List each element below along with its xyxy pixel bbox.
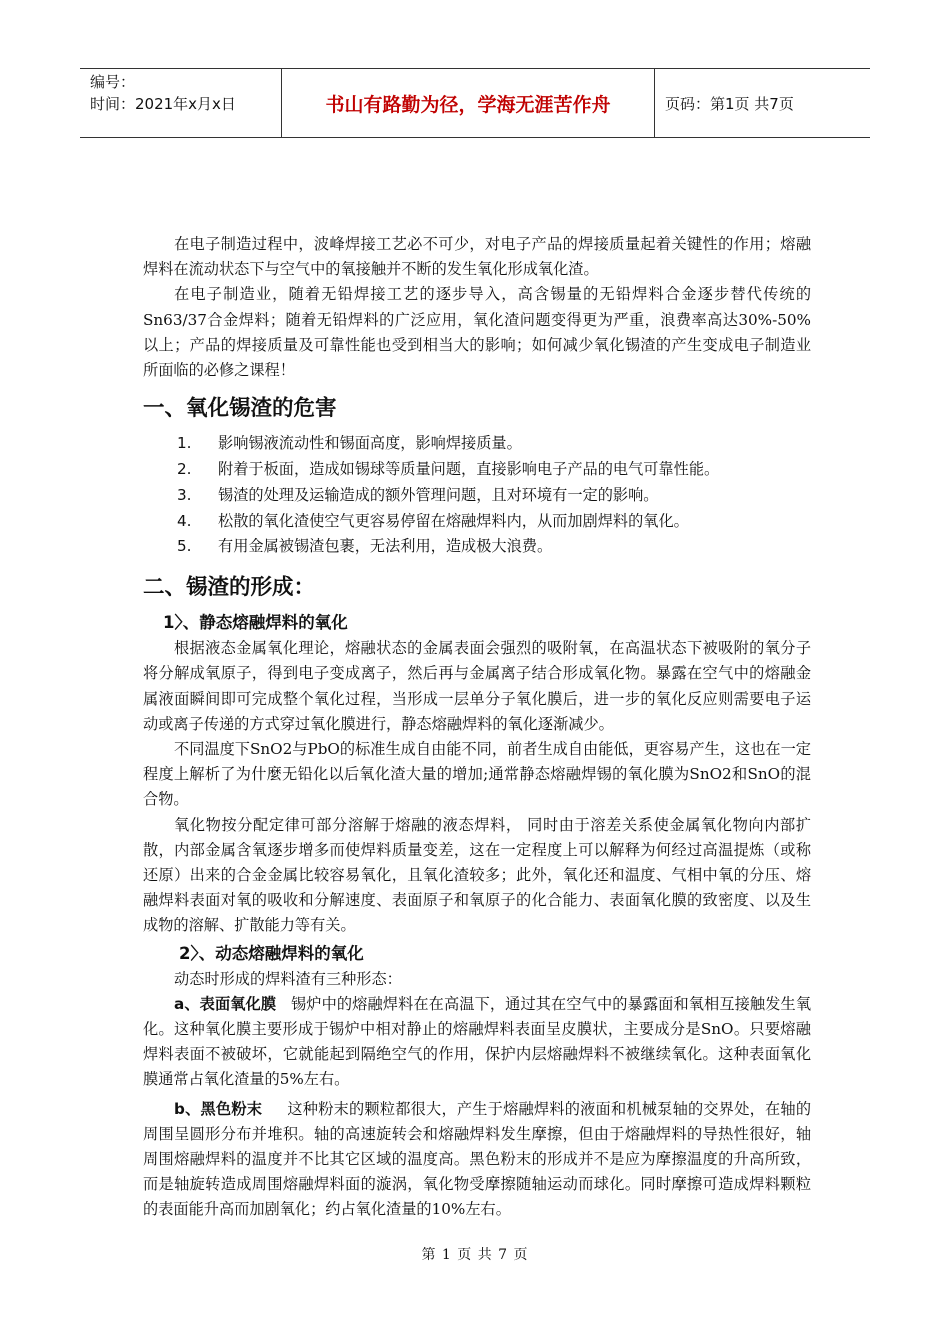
static-oxidation-paragraph-2: 不同温度下SnO2与PbO的标准生成自由能不同，前者生成自由能低，更容易产生，这也在一定程度上解析了为什麼无铅化以后氧化渣大量的增加;通常静态熔融焊锡的氧化膜为SnO2和SnO的混合物。	[143, 740, 811, 809]
list-item: 3. 锡渣的处理及运输造成的额外管理问题，且对环境有一定的影响。	[177, 485, 659, 504]
document-number-label: 编号：	[90, 73, 136, 91]
static-oxidation-paragraph-3: 氧化物按分配定律可部分溶解于熔融的液态焊料， 同时由于溶差关系使金属氧化物向内部扩散，内部金属含氧逐步增多而使焊料质量变差，这在一定程度上可以解释为何经过高温提炼（或称还原）出来的合金金属比较容易氧化，且氧化渣较多；此外，氧化还和温度、气相中氧的分压、熔融焊料表面对氧的吸收和分解速度、表面原子和氧原子的化合能力、表面氧化膜的致密度、以及生成物的溶解、扩散能力等有关。	[143, 815, 811, 935]
subsection-1-heading: 1〉、静态熔融焊料的氧化	[163, 613, 348, 633]
subsection-2-heading: 2〉、动态熔融焊料的氧化	[179, 943, 364, 963]
intro-paragraph-1: 在电子制造过程中，波峰焊接工艺必不可少，对电子产品的焊接质量起着关键性的作用；熔融焊料在流动状态下与空气中的氧接触并不断的发生氧化形成氧化渣。	[143, 235, 811, 279]
list-item: 2. 附着于板面，造成如锡球等质量问题，直接影响电子产品的电气可靠性能。	[177, 460, 720, 479]
page-header	[80, 68, 870, 138]
surface-oxide-text: 锡炉中的熔融焊料在在高温下，通过其在空气中的暴露面和氧相互接触发生氧化。这种氧化膜主要形成于锡炉中相对静止的熔融焊料表面呈皮膜状，主要成分是SnO。只要熔融焊料表面不被破坏，它就能起到隔绝空气的作用，保护内层熔融焊料不被继续氧化。这种表面氧化膜通常占氧化渣量的5%左右。	[143, 994, 812, 1089]
list-item: 5. 有用金属被锡渣包裹，无法利用，造成极大浪费。	[177, 537, 553, 556]
intro-paragraph-2: 在电子制造业，随着无铅焊接工艺的逐步导入，高含锡量的无铅焊料合金逐步替代传统的Sn63/37合金焊料；随着无铅焊料的广泛应用，氧化渣问题变得更为严重，浪费率高达30%-50%以上；产品的焊接质量及可靠性能也受到相当大的影响；如何减少氧化锡渣的产生变成电子制造业所面临的必修之课程！	[143, 285, 811, 380]
black-powder-label: b、黑色粉末	[174, 1099, 263, 1118]
list-item: 1. 影响锡液流动性和锡面高度，影响焊接质量。	[177, 434, 522, 453]
black-powder-text: 这种粉末的颗粒都很大，产生于熔融焊料的液面和机械泵轴的交界处，在轴的周围呈圆形分布并堆积。轴的高速旋转会和熔融焊料发生摩擦，但由于熔融焊料的导热性很好，轴周围熔融焊料的温度并不比其它区域的温度高。黑色粉末的形成并不是应为摩擦温度的升高所致，而是轴旋转造成周围熔融焊料面的漩涡，氧化物受摩擦随轴运动而球化。同时摩擦可造成焊料颗粒的表面能升高而加剧氧化；约占氧化渣量的10%左右。	[143, 1099, 812, 1219]
document-time-label: 时间：2021年x月x日	[90, 95, 236, 113]
list-item: 4. 松散的氧化渣使空气更容易停留在熔融焊料内，从而加剧焊料的氧化。	[177, 511, 689, 530]
document-body	[143, 232, 811, 1223]
section-1-heading: 一、氧化锡渣的危害	[143, 396, 337, 422]
header-motto: 书山有路勤为径，学海无涯苦作舟	[282, 69, 655, 137]
surface-oxide-paragraph	[143, 992, 811, 1093]
hazard-list	[143, 431, 811, 560]
dynamic-oxidation-intro: 动态时形成的焊料渣有三种形态：	[174, 969, 402, 988]
header-meta	[80, 69, 282, 137]
static-oxidation-paragraph-1: 根据液态金属氧化理论，熔融状态的金属表面会强烈的吸附氧，在高温状态下被吸附的氧分子将分解成氧原子，得到电子变成离子，然后再与金属离子结合形成氧化物。暴露在空气中的熔融金属液面瞬间即可完成整个氧化过程，当形成一层单分子氧化膜后，进一步的氧化反应则需要电子运动或离子传递的方式穿过氧化膜进行，静态熔融焊料的氧化逐渐减少。	[143, 639, 811, 733]
section-2-heading: 二、锡渣的形成：	[143, 575, 316, 601]
header-page-info: 页码：第1页 共7页	[665, 94, 794, 113]
page-footer: 第 1 页 共 7 页	[421, 1247, 529, 1263]
black-powder-paragraph	[143, 1097, 811, 1223]
surface-oxide-label: a、表面氧化膜	[174, 994, 277, 1013]
